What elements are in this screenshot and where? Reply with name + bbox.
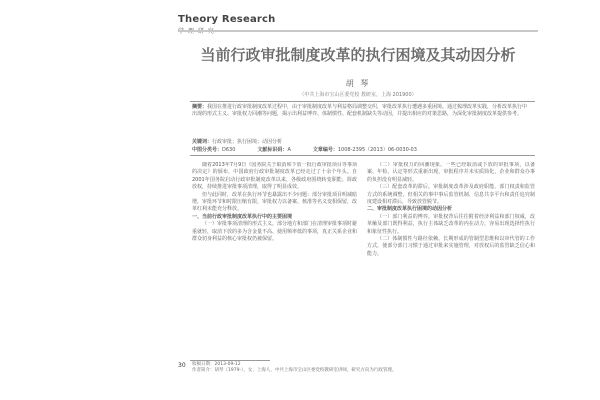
article-no-group bbox=[313, 146, 417, 153]
section-heading: 二、审批制度改革执行困境的动因分析 bbox=[367, 206, 453, 213]
abstract-bottom-rule bbox=[190, 155, 535, 156]
body-right-column bbox=[367, 162, 535, 357]
clc-group bbox=[192, 146, 235, 153]
body-paragraph: （一）部门利益的博弈。审批权背后往往附着经济利益和部门权威，改革触及部门既得利益，执行主体缺乏改革的内在动力，容易出现选择性执行和象征性执行。 bbox=[367, 213, 535, 235]
keywords: 行政审批；执行困境；动因分析 bbox=[212, 139, 283, 145]
header-rule bbox=[178, 30, 538, 32]
article-no-value: 1008-2395（2013）06-0030-03 bbox=[337, 147, 417, 153]
body-paragraph: 随着2013年7月9日《国务院关于取消和下放一批行政审批项目等事项的决定》的颁布，中国政府行政审批制度改革已经走过了十余个年头。自2001年国务院启动行政审批制度改革以来，各级政府围绕转变职能、简政放权，持续推进审批事项清理，取得了明显成效。 bbox=[192, 162, 357, 191]
body-paragraph: （三）配套改革的滞后。审批制度改革涉及政府职能、部门权责和监管方式的系统调整，但相关的事中事后监管机制、信息共享平台和责任追究制度建设相对滞后，导致放管脱节。 bbox=[367, 184, 535, 206]
classification-line bbox=[192, 146, 532, 153]
abstract-text: 我国在推进行政审批制度改革过程中，由于审批制度改革与利益格局调整交织，审批改革执行遭遇多重困境。通过梳理改革实践，分析改革执行中出现的形式主义、审批权力回潮等问题，揭示出利益博弈、体制惯性、配套机制缺失等动因，并提出相应的对策思路，为深化审批制度改革提供参考。 bbox=[192, 104, 528, 117]
footnote-rule bbox=[190, 360, 270, 361]
article-author: 胡 琴 bbox=[345, 79, 371, 88]
body-paragraph: 但与此同时，改革在执行环节也暴露出不少问题：部分审批项目明减暗增，审批环节和时限压缩有限，审批权力以备案、核准等名义变相保留，改革红利未能充分释放。 bbox=[192, 191, 357, 213]
abstract-top-rule bbox=[190, 101, 535, 102]
doc-code-value: A bbox=[287, 147, 291, 153]
abstract-label: 摘要： bbox=[192, 104, 208, 110]
body-paragraph: （二）体制惯性与路径依赖。长期形成的管制型思维和以审代管的工作方式，使部分部门习惯于通过审批来实施管理，对放权后的监管缺乏信心和能力。 bbox=[367, 236, 535, 257]
body-paragraph: （一）审批事项清理的形式主义。部分地方和部门在清理审批事项时避重就轻，取消下放的多为含金量不高、使用频率低的事项，真正关系企业和群众切身利益的核心审批权仍被保留。 bbox=[192, 221, 357, 243]
abstract bbox=[192, 104, 532, 118]
clc-label: 中图分类号： bbox=[192, 147, 223, 153]
received-date: 收稿日期：2013-09-12 bbox=[192, 362, 241, 367]
clc-value: D630 bbox=[222, 147, 236, 153]
doc-code-group bbox=[257, 146, 290, 153]
footnote bbox=[192, 362, 532, 374]
article-affiliation: （中共上海市宝山区委党校 教研室，上海 201900） bbox=[299, 92, 417, 98]
page-number: 30 bbox=[178, 362, 186, 369]
article-title: 当前行政审批制度改革的执行困境及其动因分析 bbox=[200, 46, 516, 64]
section-heading: 一、当前行政审批制度改革执行中的主要困境 bbox=[192, 213, 293, 220]
article-no-label: 文章编号： bbox=[312, 147, 338, 153]
keywords-label: 关键词： bbox=[192, 139, 213, 145]
body-paragraph: （二）审批权力的回潮现象。一些已经取消或下放的审批事项，以备案、年检、认定等形式重新出现，审批程序并未实质简化，企业和群众办事的负担没有明显减轻。 bbox=[367, 162, 535, 183]
keywords-line bbox=[192, 138, 532, 145]
author-bio: 作者简介：胡琴（1979-），女，上海人，中共上海市宝山区委党校教研室讲师，研究方向为行政管理。 bbox=[192, 368, 397, 373]
doc-code-label: 文献标识码： bbox=[257, 147, 288, 153]
journal-brand-title: Theory Research bbox=[178, 14, 276, 25]
body-left-column bbox=[192, 162, 357, 357]
